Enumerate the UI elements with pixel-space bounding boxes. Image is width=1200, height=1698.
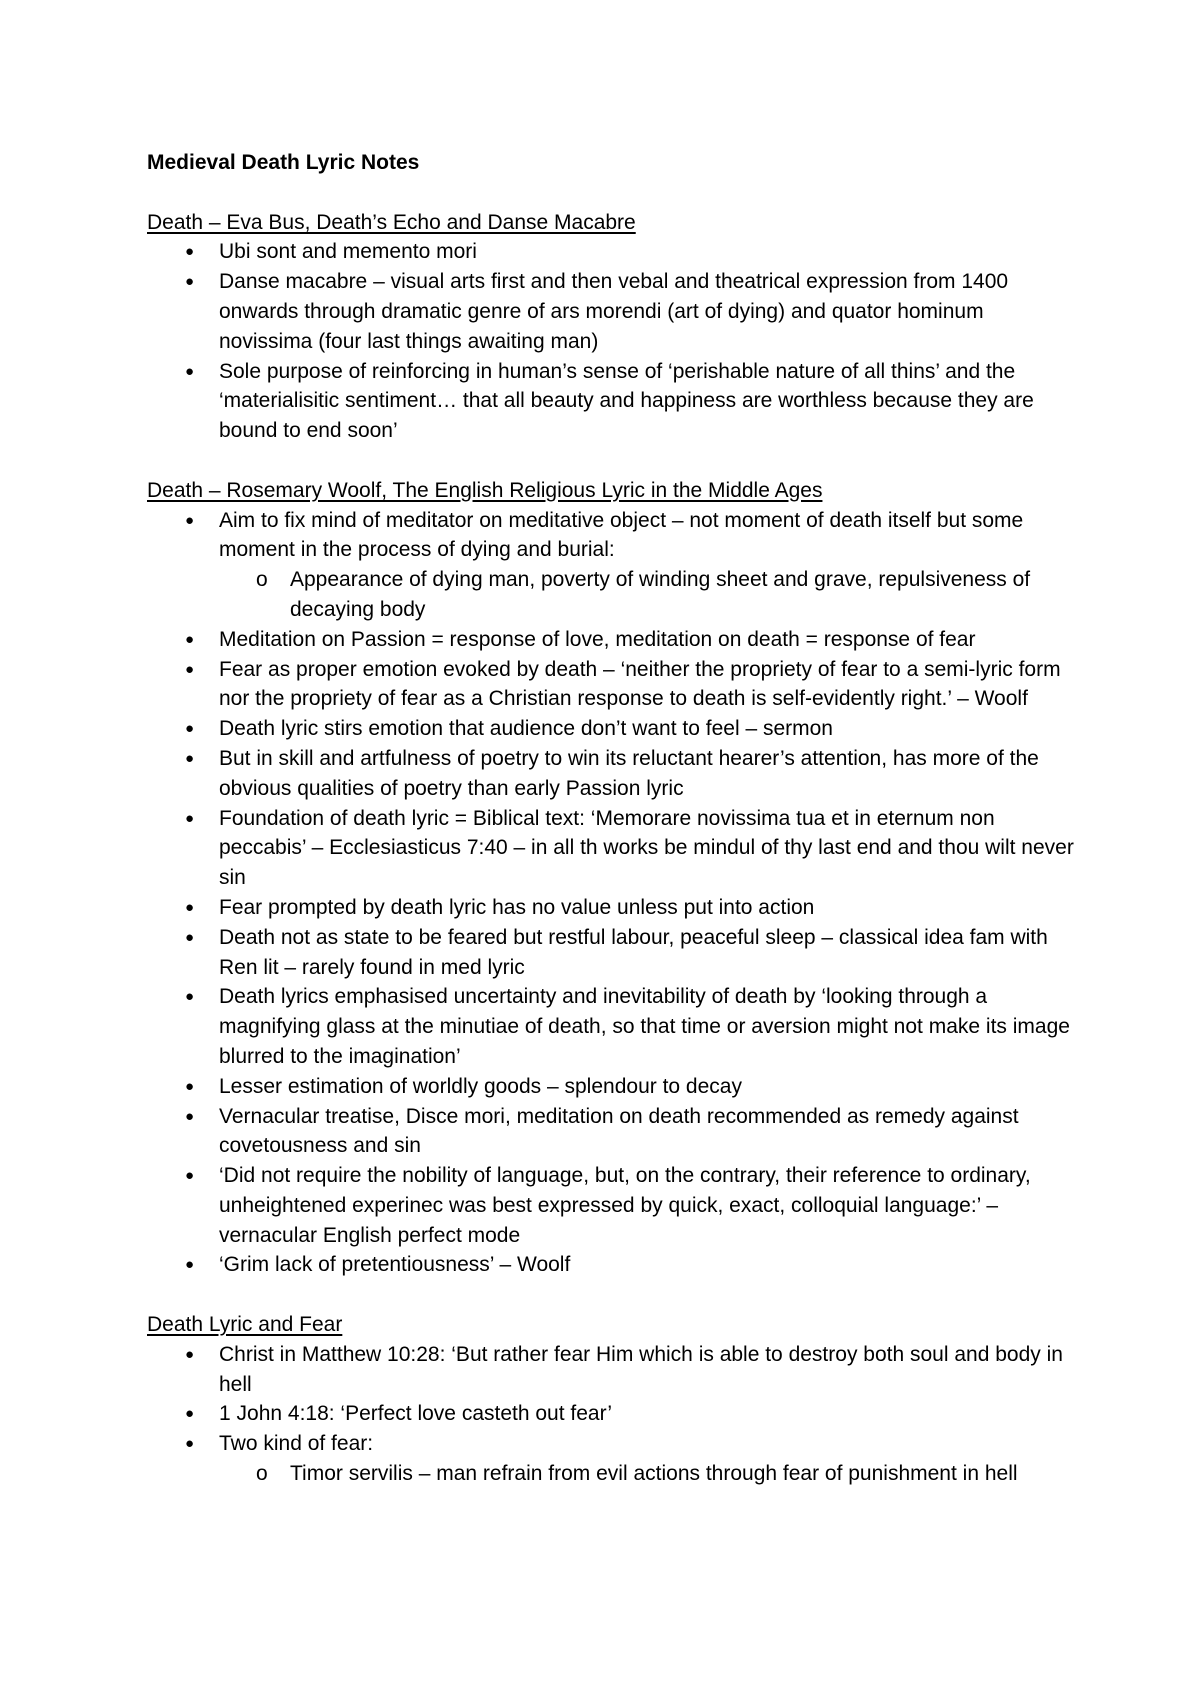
- bullet-text: Lesser estimation of worldly goods – splendour to decay: [219, 1074, 742, 1098]
- section-heading: Death – Eva Bus, Death’s Echo and Danse Macabre: [147, 210, 636, 234]
- sub-bullet-item: [219, 1459, 1077, 1489]
- bullet-item: [147, 744, 1077, 804]
- bullet-item: [147, 1429, 1077, 1489]
- bullet-icon: ●: [185, 1345, 195, 1363]
- bullet-icon: ●: [185, 1405, 195, 1423]
- bullet-item: [147, 893, 1077, 923]
- hollow-bullet-icon: o: [256, 1462, 268, 1486]
- bullet-text: Christ in Matthew 10:28: ‘But rather fear Him which is able to destroy both soul and body in hell: [219, 1342, 1063, 1396]
- bullet-text: Meditation on Passion = response of love, meditation on death = response of fear: [219, 627, 976, 651]
- section-heading: Death – Rosemary Woolf, The English Religious Lyric in the Middle Ages: [147, 478, 823, 502]
- notes-section: [147, 476, 1077, 1281]
- bullet-text: ‘Grim lack of pretentiousness’ – Woolf: [219, 1253, 571, 1277]
- sub-bullet-text: Appearance of dying man, poverty of winding sheet and grave, repulsiveness of decaying body: [290, 568, 1031, 621]
- bullet-item: [147, 267, 1077, 356]
- bullet-item: [147, 1340, 1077, 1400]
- bullet-item: [147, 804, 1077, 893]
- bullet-icon: ●: [185, 362, 195, 380]
- notes-section: [147, 1310, 1077, 1489]
- sub-bullet-text: Timor servilis – man refrain from evil actions through fear of punishment in hell: [290, 1462, 1018, 1486]
- bullet-text: Fear as proper emotion evoked by death – ‘neither the propriety of fear to a semi-lyric form nor the propriety of fear as a Christian response to death is self-evidently right.’ – Woolf: [219, 657, 1061, 711]
- document-body: [147, 148, 1077, 1519]
- bullet-item: [147, 1102, 1077, 1162]
- bullet-icon: ●: [185, 720, 195, 738]
- bullet-item: [147, 506, 1077, 625]
- hollow-bullet-icon: o: [256, 568, 268, 592]
- bullet-item: [147, 923, 1077, 983]
- bullet-item: [147, 237, 1077, 267]
- bullet-icon: ●: [185, 630, 195, 648]
- sections-container: [147, 208, 1077, 1489]
- section-heading: Death Lyric and Fear: [147, 1313, 343, 1337]
- bullet-item: [147, 714, 1077, 744]
- bullet-text: Two kind of fear:: [219, 1432, 374, 1456]
- bullet-icon: ●: [185, 243, 195, 261]
- notes-section: [147, 208, 1077, 446]
- bullet-text: Sole purpose of reinforcing in human’s sense of ‘perishable nature of all thins’ and the ‘materialisitic sentiment… that all beauty and happiness are worthless because they are bound to end soon’: [219, 359, 1034, 443]
- bullet-item: [147, 1161, 1077, 1250]
- sub-bullet-list: [219, 565, 1077, 625]
- bullet-item: [147, 625, 1077, 655]
- bullet-text: Fear prompted by death lyric has no value unless put into action: [219, 895, 815, 919]
- bullet-item: [147, 1072, 1077, 1102]
- bullet-icon: ●: [185, 1167, 195, 1185]
- bullet-text: But in skill and artfulness of poetry to win its reluctant hearer’s attention, has more of the obvious qualities of poetry than early Passion lyric: [219, 746, 1039, 800]
- bullet-icon: ●: [185, 1107, 195, 1125]
- bullet-item: [147, 1399, 1077, 1429]
- bullet-text: Death lyrics emphasised uncertainty and inevitability of death by ‘looking through a magnifying glass at the minutiae of death, so that time or aversion might not make its image blurred to the imagination’: [219, 985, 1070, 1068]
- bullet-icon: ●: [185, 928, 195, 946]
- bullet-text: 1 John 4:18: ‘Perfect love casteth out fear’: [219, 1402, 613, 1426]
- bullet-text: ‘Did not require the nobility of language, but, on the contrary, their reference to ordinary, unheightened experinec was best expressed by quick, exact, colloquial language:’ – vernacular English perfect mode: [219, 1164, 1031, 1247]
- document-title: Medieval Death Lyric Notes: [147, 151, 420, 174]
- bullet-text: Death lyric stirs emotion that audience don’t want to feel – sermon: [219, 717, 833, 741]
- bullet-text: Foundation of death lyric = Biblical text: ‘Memorare novissima tua et in eternum non peccabis’ – Ecclesiasticus 7:40 – in all th works be mindul of thy last end and thou wilt never sin: [219, 806, 1074, 890]
- bullet-text: Vernacular treatise, Disce mori, meditation on death recommended as remedy against covetousness and sin: [219, 1104, 1019, 1158]
- bullet-item: [147, 357, 1077, 446]
- sub-bullet-list: [219, 1459, 1077, 1489]
- bullet-icon: ●: [185, 1256, 195, 1274]
- bullet-icon: ●: [185, 809, 195, 827]
- bullet-text: Danse macabre – visual arts first and then vebal and theatrical expression from 1400 onwards through dramatic genre of ars morendi (art of dying) and quator hominum novissima (four last things awaiting man): [219, 270, 1009, 353]
- bullet-item: [147, 1250, 1077, 1280]
- bullet-item: [147, 655, 1077, 715]
- bullet-list: [147, 1340, 1077, 1489]
- bullet-text: Ubi sont and memento mori: [219, 240, 477, 264]
- bullet-icon: ●: [185, 1077, 195, 1095]
- bullet-icon: ●: [185, 1435, 195, 1453]
- sub-bullet-item: [219, 565, 1077, 625]
- bullet-list: [147, 506, 1077, 1281]
- bullet-text: Aim to fix mind of meditator on meditative object – not moment of death itself but some moment in the process of dying and burial:: [219, 508, 1024, 562]
- bullet-icon: ●: [185, 749, 195, 767]
- bullet-icon: ●: [185, 988, 195, 1006]
- bullet-text: Death not as state to be feared but restful labour, peaceful sleep – classical idea fam with Ren lit – rarely found in med lyric: [219, 925, 1048, 979]
- bullet-item: [147, 982, 1077, 1071]
- bullet-list: [147, 237, 1077, 446]
- bullet-icon: ●: [185, 660, 195, 678]
- bullet-icon: ●: [185, 273, 195, 291]
- bullet-icon: ●: [185, 898, 195, 916]
- bullet-icon: ●: [185, 511, 195, 529]
